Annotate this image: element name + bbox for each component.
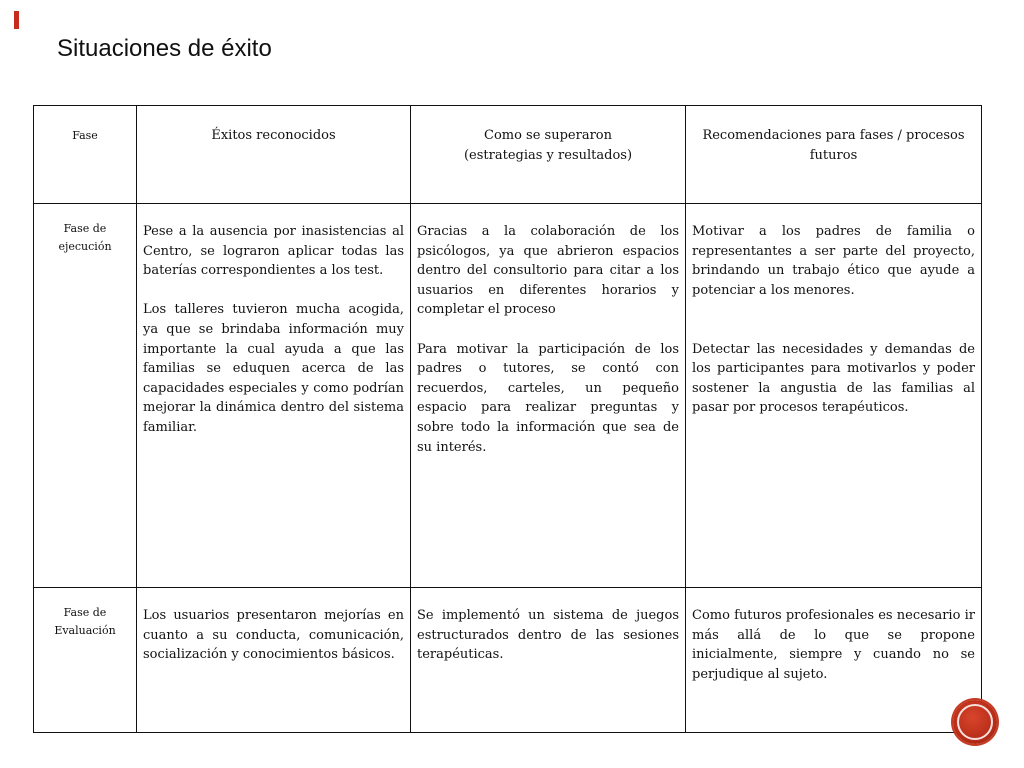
table-header-row [34, 106, 982, 204]
header-como-line1: Como se superaron [484, 128, 612, 143]
table-row-ejecucion [34, 204, 982, 588]
recomendaciones-paragraph: Motivar a los padres de familia o representantes a ser parte del proyecto, brindando un trabajo ético que ayude a potenciar a los menores. [692, 224, 975, 298]
recomendaciones-cell-ejecucion [686, 204, 982, 588]
recomendaciones-paragraph: Como futuros profesionales es necesario ir más allá de lo que se propone inicialmente, siempre y cuando no se perjudique al sujeto. [692, 608, 975, 682]
header-exitos: Éxitos reconocidos [137, 106, 411, 204]
phase-label-line2: Evaluación [54, 624, 116, 637]
como-paragraph: Para motivar la participación de los padres o tutores, se contó con recuerdos, carteles, un pequeño espacio para realizar preguntas y sobre todo la información que sea de su interés. [417, 341, 679, 455]
phase-label-line2: ejecución [58, 240, 112, 253]
success-situations-table [33, 105, 982, 733]
como-paragraph: Gracias a la colaboración de los psicólogos, ya que abrieron espacios dentro del consultorio para citar a los usuarios en diferentes horarios y completar el proceso [417, 224, 679, 318]
phase-cell-evaluacion [34, 588, 137, 733]
phase-label-line1: Fase de [63, 606, 107, 619]
como-cell-evaluacion [411, 588, 686, 733]
exitos-cell-evaluacion [137, 588, 411, 733]
accent-bar [14, 11, 19, 29]
header-fase: Fase [34, 106, 137, 204]
header-como [411, 106, 686, 204]
como-cell-ejecucion [411, 204, 686, 588]
recomendaciones-paragraph: Detectar las necesidades y demandas de los participantes para motivarlos y poder sostener la angustia de las familias al pasar por procesos terapéuticos. [692, 341, 975, 416]
phase-cell-ejecucion [34, 204, 137, 588]
exitos-cell-ejecucion [137, 204, 411, 588]
header-como-line2: (estrategias y resultados) [463, 148, 633, 163]
page-title: Situaciones de éxito [57, 35, 272, 62]
exitos-paragraph: Los talleres tuvieron mucha acogida, ya que se brindaba información muy importante la cual ayuda a que las familias se eduquen acerca de las capacidades especiales y como podrían mejorar la dinámica dentro del sistema familiar. [143, 302, 404, 435]
como-paragraph: Se implementó un sistema de juegos estructurados dentro de las sesiones terapéuticas. [417, 608, 679, 663]
table-row-evaluacion [34, 588, 982, 733]
decorative-circle-icon [953, 700, 997, 744]
exitos-paragraph: Pese a la ausencia por inasistencias al Centro, se lograron aplicar todas las baterías correspondientes a los test. [143, 224, 404, 279]
recomendaciones-cell-evaluacion [686, 588, 982, 733]
exitos-paragraph: Los usuarios presentaron mejorías en cuanto a su conducta, comunicación, socialización y conocimientos básicos. [143, 608, 404, 663]
phase-label-line1: Fase de [63, 222, 107, 235]
header-recomendaciones: Recomendaciones para fases / procesos futuros [686, 106, 982, 204]
